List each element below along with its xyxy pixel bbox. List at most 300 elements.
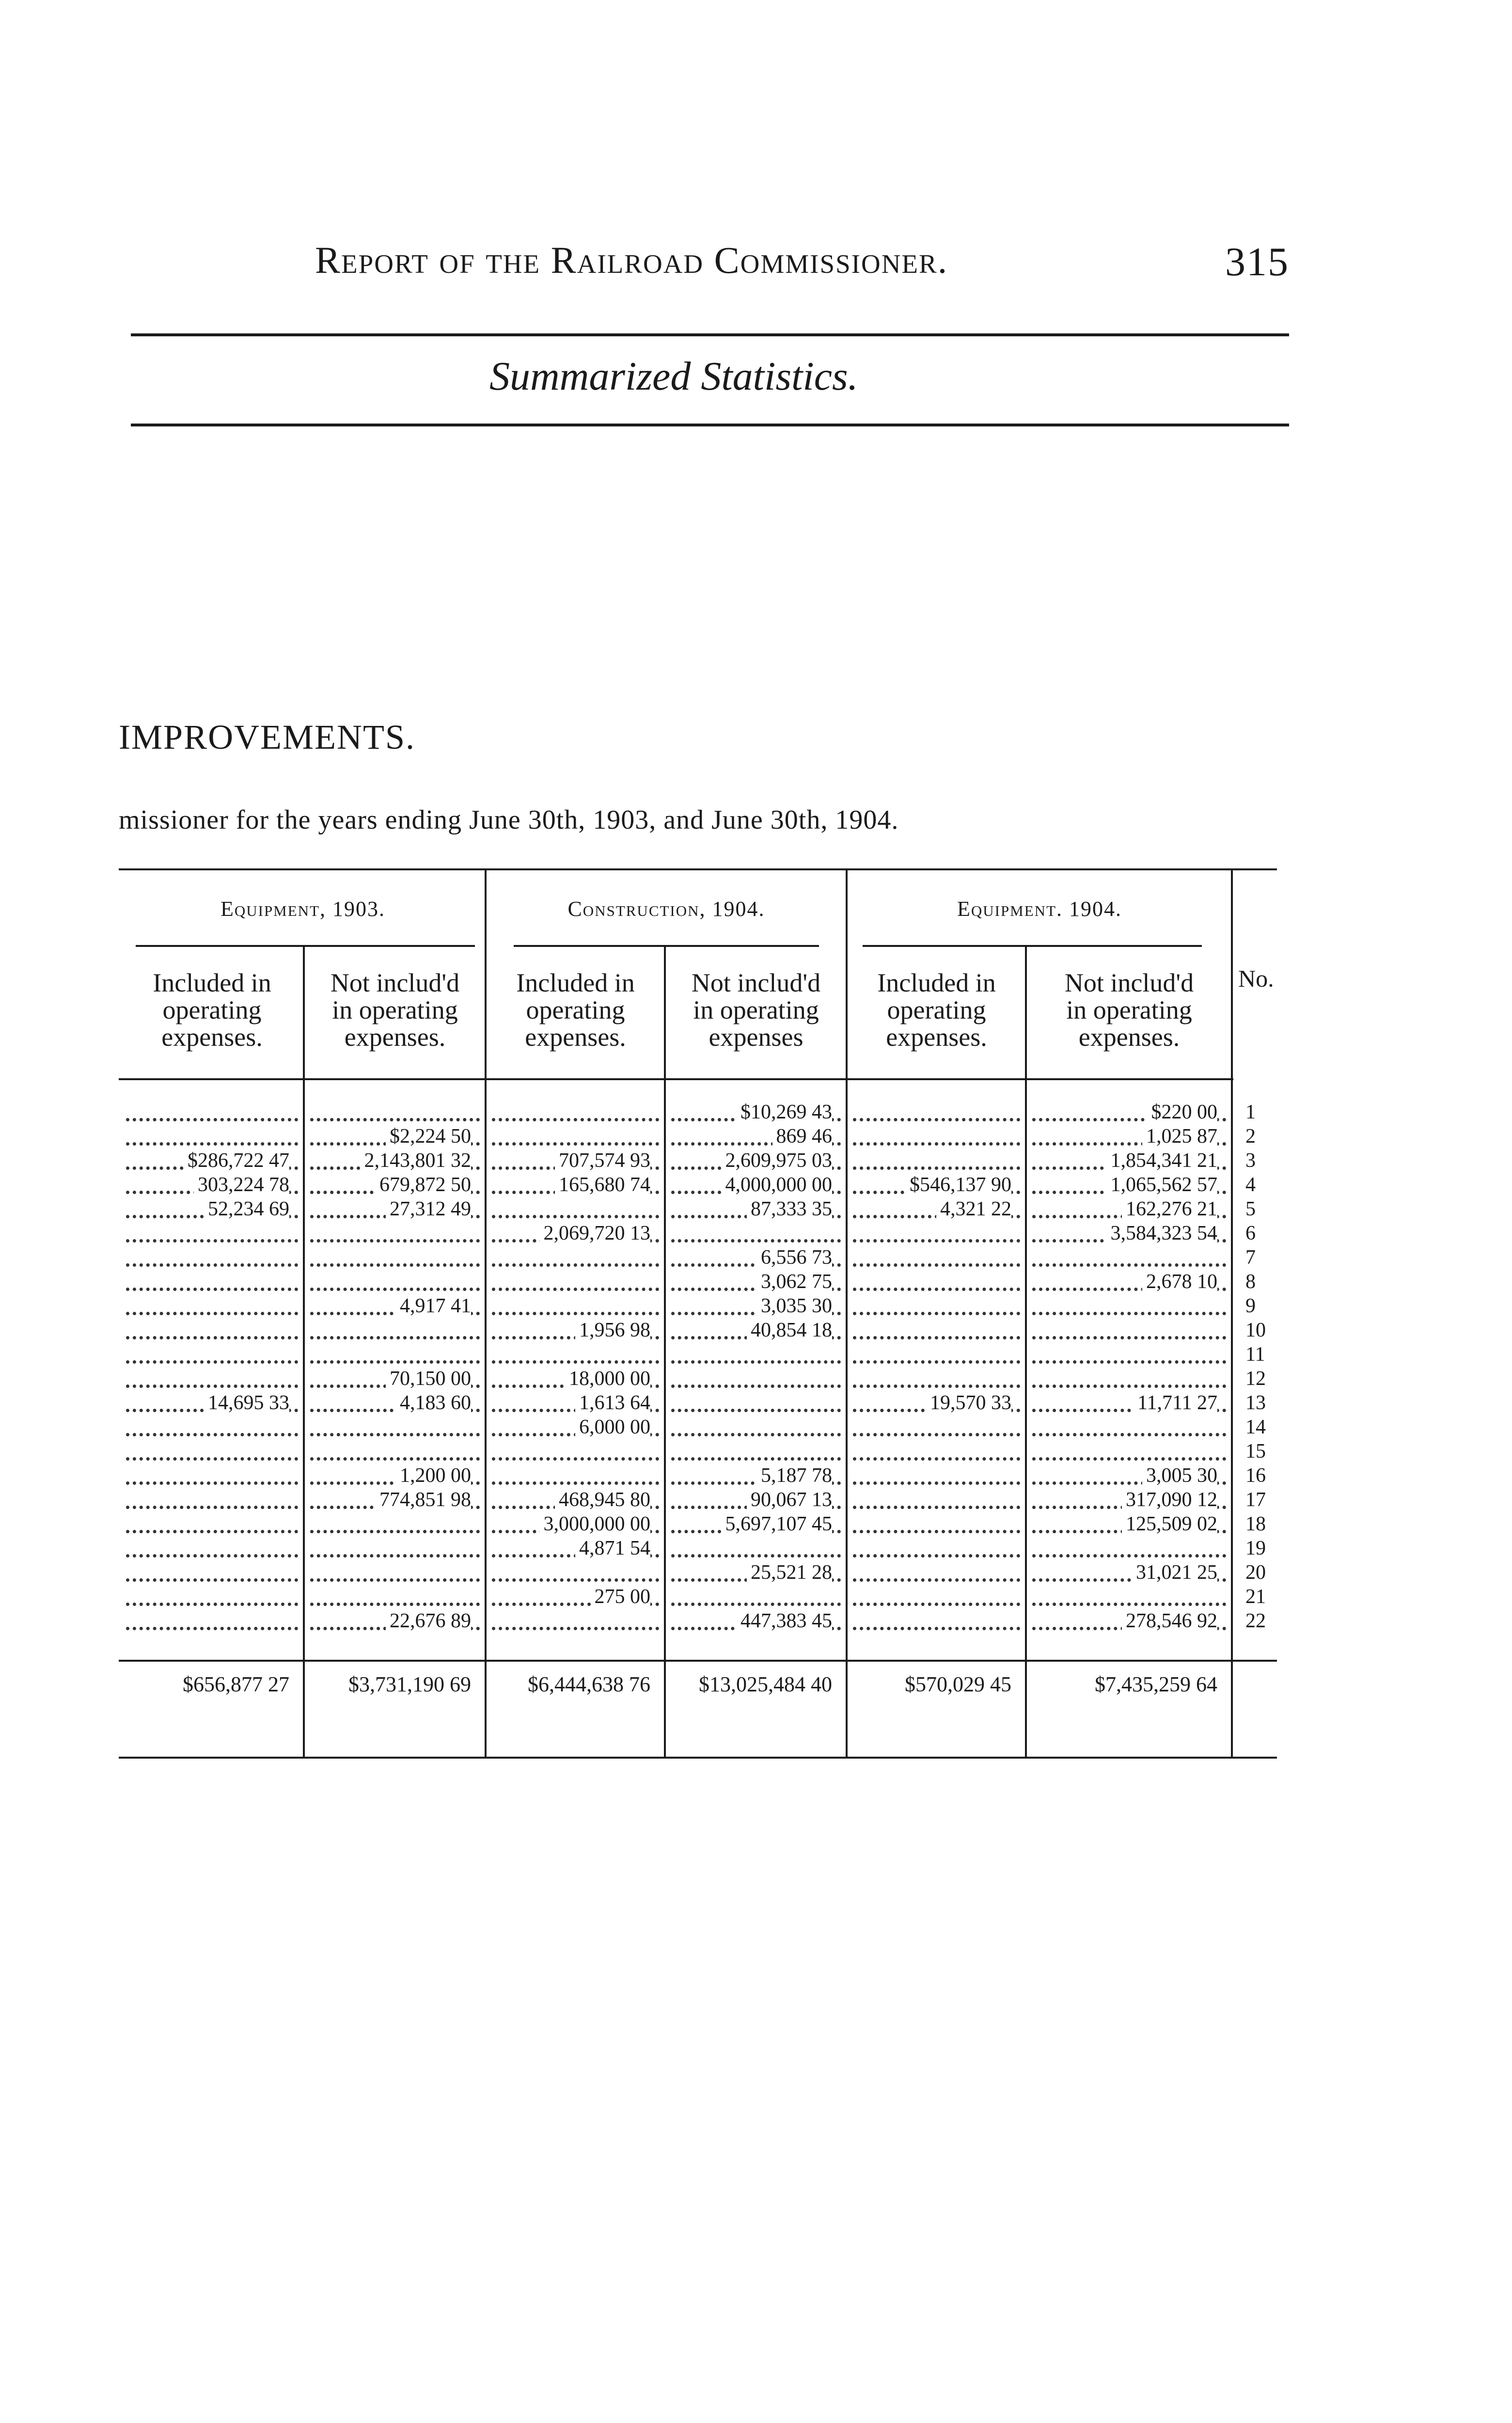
row-number: 16 <box>1245 1464 1266 1487</box>
cell-value: 6,000 00 <box>575 1415 650 1439</box>
table-cell <box>305 1488 485 1512</box>
leader-dots <box>853 1412 1020 1436</box>
table-cell <box>848 1173 1025 1197</box>
leader-dots <box>492 1461 659 1485</box>
leader-dots <box>310 1533 480 1558</box>
table-cell <box>305 1560 485 1585</box>
table-cell <box>1027 1318 1231 1342</box>
cell-value: 40,854 18 <box>747 1318 832 1342</box>
leader-dots <box>126 1291 298 1315</box>
col-divider-4 <box>846 868 848 1757</box>
table-cell <box>121 1318 303 1342</box>
cell-value: 2,143,801 32 <box>361 1149 472 1173</box>
cell-value: 869 46 <box>772 1124 833 1149</box>
leader-dots <box>853 1315 1020 1339</box>
cell-value: 1,854,341 21 <box>1107 1149 1218 1173</box>
table-cell <box>305 1294 485 1318</box>
leader-dots <box>310 1315 480 1339</box>
cell-value: 125,509 02 <box>1122 1512 1217 1536</box>
table-cell <box>121 1585 303 1609</box>
table-cell <box>666 1585 846 1609</box>
table-cell <box>666 1124 846 1149</box>
table-cell <box>666 1270 846 1294</box>
table-cell <box>487 1488 664 1512</box>
table-cell <box>1027 1197 1231 1221</box>
table-cell <box>121 1463 303 1488</box>
leader-dots <box>1032 1582 1226 1606</box>
cell-value: $220 00 <box>1148 1100 1218 1124</box>
table-cell <box>848 1536 1025 1560</box>
table-cell <box>848 1512 1025 1536</box>
table-cell <box>121 1245 303 1270</box>
total-value: $6,444,638 76 <box>528 1672 650 1696</box>
leader-dots <box>126 1485 298 1509</box>
leader-dots <box>126 1558 298 1582</box>
leader-dots <box>310 1412 480 1436</box>
col-head-1: Included in operating expenses. <box>153 968 271 1052</box>
leader-dots <box>126 1097 298 1121</box>
cell-value: 27,312 49 <box>386 1197 471 1221</box>
table-cell <box>1027 1367 1231 1391</box>
table-cell <box>487 1609 664 1633</box>
table-cell <box>305 1367 485 1391</box>
table-cell <box>305 1124 485 1149</box>
cell-value: 4,871 54 <box>575 1536 650 1560</box>
table-cell <box>666 1100 846 1124</box>
leader-dots <box>310 1243 480 1267</box>
table-cell <box>121 1609 303 1633</box>
leader-dots <box>671 1364 841 1388</box>
group-equipment-1904: Equipment. 1904. <box>957 897 1122 921</box>
cell-value: 707,574 93 <box>555 1149 650 1173</box>
cell-value: 4,000,000 00 <box>722 1173 833 1197</box>
table-cell <box>848 1245 1025 1270</box>
table-cell <box>848 1100 1025 1124</box>
cell-value: 278,546 92 <box>1122 1609 1217 1633</box>
cell-value: 2,678 10 <box>1142 1270 1217 1294</box>
table-cell <box>487 1536 664 1560</box>
row-number: 9 <box>1245 1295 1256 1317</box>
table-cell <box>487 1512 664 1536</box>
header-rule <box>131 333 1289 336</box>
table-cell <box>305 1391 485 1415</box>
table-cell <box>487 1294 664 1318</box>
table-cell <box>1027 1536 1231 1560</box>
cell-value: 1,200 00 <box>396 1463 471 1488</box>
table-cell <box>305 1609 485 1633</box>
col-head-5: Included in operating expenses. <box>877 968 996 1052</box>
table-cell <box>305 1270 485 1294</box>
leader-dots <box>671 1388 841 1412</box>
leader-dots <box>492 1291 659 1315</box>
table-cell <box>121 1221 303 1245</box>
table-cell <box>487 1149 664 1173</box>
table-cell <box>666 1512 846 1536</box>
col-divider-3 <box>664 945 666 1757</box>
cell-value: 2,609,975 03 <box>722 1149 833 1173</box>
leader-dots <box>126 1606 298 1630</box>
table-cell <box>305 1463 485 1488</box>
table-cell <box>1027 1342 1231 1367</box>
leader-dots <box>310 1558 480 1582</box>
table-cell <box>487 1367 664 1391</box>
data-column-4 <box>666 1100 846 1633</box>
cell-value: 162,276 21 <box>1122 1197 1217 1221</box>
leader-dots <box>671 1412 841 1436</box>
table-cell <box>121 1536 303 1560</box>
table-cell <box>848 1149 1025 1173</box>
leader-dots <box>853 1243 1020 1267</box>
table-cell <box>666 1197 846 1221</box>
leader-dots <box>126 1461 298 1485</box>
leader-dots <box>310 1509 480 1533</box>
table-cell <box>848 1197 1025 1221</box>
leader-dots <box>492 1267 659 1291</box>
row-number: 5 <box>1245 1198 1256 1220</box>
leader-dots <box>126 1121 298 1146</box>
table-cell <box>305 1197 485 1221</box>
cell-value: 3,062 75 <box>757 1270 832 1294</box>
col-head-2: Not includ'd in operating expenses. <box>330 968 460 1052</box>
table-cell <box>666 1245 846 1270</box>
table-cell <box>487 1270 664 1294</box>
leader-dots <box>853 1582 1020 1606</box>
table-cell <box>666 1221 846 1245</box>
table-cell <box>487 1463 664 1488</box>
leader-dots <box>492 1243 659 1267</box>
col-head-no: No. <box>1238 965 1274 992</box>
table-cell <box>487 1197 664 1221</box>
leader-dots <box>492 1339 659 1364</box>
table-cell <box>487 1173 664 1197</box>
row-number: 20 <box>1245 1561 1266 1584</box>
table-cell <box>848 1609 1025 1633</box>
cell-value: 3,035 30 <box>757 1294 832 1318</box>
table-cell <box>487 1415 664 1439</box>
table-cell <box>305 1342 485 1367</box>
leader-dots <box>853 1364 1020 1388</box>
table-cell <box>848 1585 1025 1609</box>
table-cell <box>666 1536 846 1560</box>
table-cell <box>305 1318 485 1342</box>
table-cell <box>1027 1245 1231 1270</box>
row-number: 17 <box>1245 1489 1266 1511</box>
cell-value: 275 00 <box>591 1585 651 1609</box>
table-cell <box>305 1536 485 1560</box>
col-divider-1 <box>303 945 305 1757</box>
table-cell <box>305 1585 485 1609</box>
table-cell <box>487 1318 664 1342</box>
table-cell <box>305 1149 485 1173</box>
leader-dots <box>853 1558 1020 1582</box>
table-cell <box>121 1197 303 1221</box>
table-cell <box>1027 1391 1231 1415</box>
leader-dots <box>853 1121 1020 1146</box>
table-cell <box>666 1294 846 1318</box>
data-column-2 <box>305 1100 485 1633</box>
leader-dots <box>1032 1291 1226 1315</box>
group-rule-3 <box>863 945 1202 947</box>
table-cell <box>1027 1463 1231 1488</box>
row-number: 1 <box>1245 1101 1256 1123</box>
cell-value: 317,090 12 <box>1122 1488 1217 1512</box>
group-equipment-1903: Equipment, 1903. <box>220 897 386 921</box>
table-cell <box>121 1512 303 1536</box>
leader-dots <box>492 1606 659 1630</box>
table-cell <box>1027 1173 1231 1197</box>
table-cell <box>1027 1488 1231 1512</box>
leader-dots <box>310 1218 480 1243</box>
total-value: $7,435,259 64 <box>1095 1672 1217 1696</box>
cell-value: 70,150 00 <box>386 1367 471 1391</box>
group-construction-1904: Construction, 1904. <box>567 897 765 921</box>
cell-value: 1,956 98 <box>575 1318 650 1342</box>
table-cell <box>666 1391 846 1415</box>
table-cell <box>305 1245 485 1270</box>
cell-value: 18,000 00 <box>565 1367 650 1391</box>
data-column-5 <box>848 1100 1025 1633</box>
row-number: 10 <box>1245 1319 1266 1341</box>
table-cell <box>848 1221 1025 1245</box>
row-number: 15 <box>1245 1440 1266 1463</box>
leader-dots <box>1032 1533 1226 1558</box>
leader-dots <box>1032 1412 1226 1436</box>
leader-dots <box>126 1582 298 1606</box>
row-number-column <box>1245 1100 1289 1633</box>
table-cell <box>487 1585 664 1609</box>
data-column-3 <box>487 1100 664 1633</box>
leader-dots <box>853 1291 1020 1315</box>
leader-dots <box>1032 1339 1226 1364</box>
leader-dots <box>126 1436 298 1461</box>
leader-dots <box>310 1097 480 1121</box>
data-column-1 <box>121 1100 303 1633</box>
table-cell <box>487 1560 664 1585</box>
table-top-rule <box>119 868 1277 870</box>
leader-dots <box>492 1436 659 1461</box>
table-cell <box>666 1173 846 1197</box>
cell-value: 1,025 87 <box>1142 1124 1217 1149</box>
leader-dots <box>310 1436 480 1461</box>
leader-dots <box>853 1339 1020 1364</box>
table-cell <box>487 1245 664 1270</box>
leader-dots <box>492 1194 659 1218</box>
table-cell <box>1027 1149 1231 1173</box>
data-column-6 <box>1027 1100 1231 1633</box>
table-cell <box>121 1294 303 1318</box>
total-value: $3,731,190 69 <box>348 1672 471 1696</box>
table-cell <box>487 1100 664 1124</box>
leader-dots <box>1032 1364 1226 1388</box>
col-divider-6 <box>1231 868 1233 1757</box>
table-cell <box>121 1560 303 1585</box>
section-rule <box>131 424 1289 426</box>
leader-dots <box>853 1436 1020 1461</box>
table-cell <box>848 1560 1025 1585</box>
table-cell <box>666 1415 846 1439</box>
leader-dots <box>853 1461 1020 1485</box>
row-number: 6 <box>1245 1222 1256 1244</box>
cell-value: 774,851 98 <box>376 1488 471 1512</box>
totals-top-rule <box>119 1660 1277 1662</box>
table-cell <box>1027 1124 1231 1149</box>
table-cell <box>121 1124 303 1149</box>
leader-dots <box>671 1339 841 1364</box>
row-number: 2 <box>1245 1125 1256 1148</box>
table-cell <box>1027 1415 1231 1439</box>
table-cell <box>487 1391 664 1415</box>
table-cell <box>487 1439 664 1463</box>
table-cell <box>121 1367 303 1391</box>
leader-dots <box>853 1097 1020 1121</box>
cell-value: 52,234 69 <box>204 1197 289 1221</box>
improvements-heading: IMPROVEMENTS. <box>119 718 416 756</box>
row-number: 8 <box>1245 1271 1256 1293</box>
table-cell <box>1027 1439 1231 1463</box>
group-rule-2 <box>514 945 819 947</box>
leader-dots <box>853 1146 1020 1170</box>
leader-dots <box>126 1218 298 1243</box>
table-cell <box>848 1391 1025 1415</box>
table-cell <box>121 1100 303 1124</box>
row-number: 12 <box>1245 1368 1266 1390</box>
col-head-4: Not includ'd in operating expenses <box>691 968 821 1052</box>
table-cell <box>121 1270 303 1294</box>
table-cell <box>1027 1294 1231 1318</box>
table-cell <box>666 1488 846 1512</box>
row-number: 7 <box>1245 1246 1256 1269</box>
col-divider-2 <box>485 868 487 1757</box>
table-cell <box>305 1512 485 1536</box>
table-cell <box>848 1270 1025 1294</box>
table-cell <box>305 1415 485 1439</box>
table-cell <box>666 1149 846 1173</box>
cell-value: 22,676 89 <box>386 1609 471 1633</box>
table-cell <box>666 1609 846 1633</box>
table-cell <box>121 1488 303 1512</box>
leader-dots <box>1032 1315 1226 1339</box>
leader-dots <box>126 1364 298 1388</box>
leader-dots <box>126 1315 298 1339</box>
cell-value: 11,711 27 <box>1134 1391 1217 1415</box>
cell-value: $2,224 50 <box>386 1124 471 1149</box>
total-value: $656,877 27 <box>183 1672 289 1696</box>
page-number: 315 <box>1225 239 1289 284</box>
table-cell <box>1027 1560 1231 1585</box>
cell-value: 303,224 78 <box>194 1173 289 1197</box>
table-cell <box>1027 1100 1231 1124</box>
table-cell <box>121 1149 303 1173</box>
leader-dots <box>671 1436 841 1461</box>
leader-dots <box>492 1558 659 1582</box>
running-head-title: Report of the Railroad Commissioner. <box>315 239 948 281</box>
row-number: 22 <box>1245 1610 1266 1632</box>
table-cell <box>487 1221 664 1245</box>
cell-value: 3,005 30 <box>1142 1463 1217 1488</box>
row-number: 4 <box>1245 1174 1256 1196</box>
cell-value: 25,521 28 <box>747 1560 832 1585</box>
table-cell <box>666 1367 846 1391</box>
leader-dots <box>853 1485 1020 1509</box>
table-cell <box>1027 1270 1231 1294</box>
table-cell <box>121 1439 303 1463</box>
cell-value: $10,269 43 <box>737 1100 832 1124</box>
leader-dots <box>1032 1243 1226 1267</box>
row-number: 14 <box>1245 1416 1266 1438</box>
group-rule-1 <box>136 945 475 947</box>
table-cell <box>848 1342 1025 1367</box>
table-cell <box>305 1173 485 1197</box>
table-cell <box>1027 1609 1231 1633</box>
table-cell <box>666 1439 846 1463</box>
table-cell <box>305 1221 485 1245</box>
table-cell <box>121 1173 303 1197</box>
cell-value: 19,570 33 <box>926 1391 1011 1415</box>
leader-dots <box>492 1097 659 1121</box>
cell-value: 90,067 13 <box>747 1488 832 1512</box>
cell-value: 4,321 22 <box>936 1197 1011 1221</box>
cell-value: 1,065,562 57 <box>1107 1173 1218 1197</box>
table-cell <box>848 1415 1025 1439</box>
leader-dots <box>126 1533 298 1558</box>
total-value: $13,025,484 40 <box>699 1672 832 1696</box>
leader-dots <box>671 1218 841 1243</box>
cell-value: 4,917 41 <box>396 1294 471 1318</box>
table-cell <box>121 1415 303 1439</box>
table-cell <box>666 1342 846 1367</box>
leader-dots <box>310 1339 480 1364</box>
cell-value: 87,333 35 <box>747 1197 832 1221</box>
cell-value: 31,021 25 <box>1132 1560 1217 1585</box>
table-bottom-rule <box>119 1757 1277 1759</box>
cell-value: 5,187 78 <box>757 1463 832 1488</box>
leader-dots <box>853 1267 1020 1291</box>
leader-dots <box>1032 1436 1226 1461</box>
table-cell <box>1027 1221 1231 1245</box>
leader-dots <box>671 1582 841 1606</box>
leader-dots <box>492 1121 659 1146</box>
table-cell <box>848 1463 1025 1488</box>
row-number: 13 <box>1245 1392 1266 1414</box>
table-cell <box>305 1100 485 1124</box>
table-cell <box>848 1124 1025 1149</box>
col-head-6: Not includ'd in operating expenses. <box>1064 968 1194 1052</box>
table-cell <box>666 1463 846 1488</box>
table-cell <box>121 1391 303 1415</box>
leader-dots <box>126 1339 298 1364</box>
row-number: 11 <box>1245 1343 1265 1366</box>
col-head-3: Included in operating expenses. <box>516 968 635 1052</box>
leader-dots <box>853 1533 1020 1558</box>
table-cell <box>121 1342 303 1367</box>
leader-dots <box>853 1509 1020 1533</box>
leader-dots <box>310 1267 480 1291</box>
row-number: 19 <box>1245 1537 1266 1559</box>
table-cell <box>848 1439 1025 1463</box>
leader-dots <box>310 1582 480 1606</box>
cell-value: 447,383 45 <box>737 1609 832 1633</box>
cell-value: 5,697,107 45 <box>722 1512 833 1536</box>
cell-value: 165,680 74 <box>555 1173 650 1197</box>
table-caption: missioner for the years ending June 30th, 1903, and June 30th, 1904. <box>119 805 899 835</box>
row-number: 18 <box>1245 1513 1266 1535</box>
leader-dots <box>126 1243 298 1267</box>
table-cell <box>848 1294 1025 1318</box>
cell-value: 4,183 60 <box>396 1391 471 1415</box>
table-cell <box>487 1124 664 1149</box>
leader-dots <box>853 1218 1020 1243</box>
cell-value: 6,556 73 <box>757 1245 832 1270</box>
